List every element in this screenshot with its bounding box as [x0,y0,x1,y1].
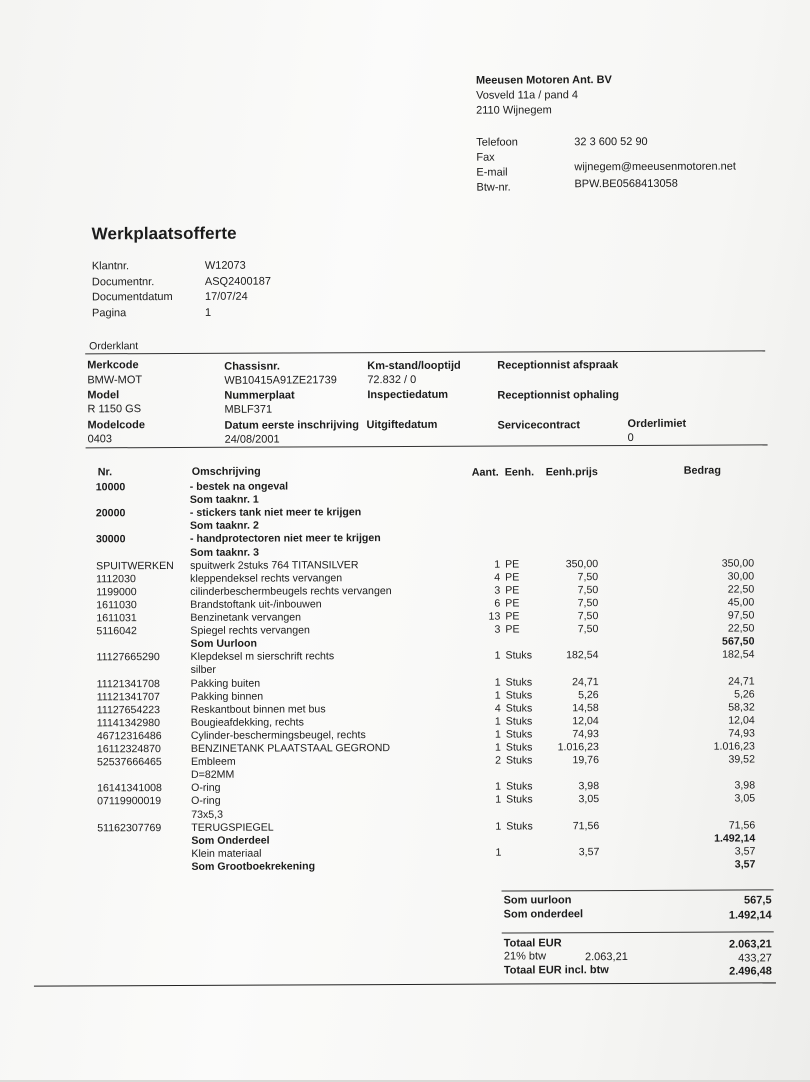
company-address-line2: 2110 Wijnegem [476,103,612,119]
item-unit: PE [505,610,519,623]
som-uurloon-value: 567,5 [682,894,772,906]
item-nr: 46712316486 [97,730,162,743]
contact-value: 32 3 600 52 90 [574,135,647,150]
item-unit: PE [505,558,519,571]
item-amount: 3,57 [665,845,755,858]
item-quantity: 4 [470,571,500,584]
item-description: Cylinder-beschermingsbeugel, rechts [191,729,366,743]
item-amount: 1.016,23 [665,740,755,753]
item-unit: Stuks [505,650,532,663]
company-name: Meeusen Motoren Ant. BV [476,73,612,89]
item-unit: PE [505,571,519,584]
som-uurloon-label: Som uurloon [504,894,572,906]
contact-label: E-mail [476,166,507,181]
item-description: - stickers tank niet meer te krijgen [190,506,361,520]
chassis-value: WB10415A91ZE21739 [224,374,337,386]
orderlimiet-label: Orderlimiet [627,418,686,430]
item-quantity: 1 [471,689,501,702]
item-unit-price: 7,50 [530,610,598,623]
item-amount: 3,98 [665,780,755,793]
item-description: Klein materiaal [191,847,261,860]
item-description: Spiegel rechts vervangen [190,624,310,638]
item-amount: 30,00 [664,570,754,583]
item-unit-price: 1.016,23 [531,741,599,754]
item-quantity: 1 [471,715,501,728]
company-address-line1: Vosveld 11a / pand 4 [476,88,612,104]
item-quantity: 1 [471,794,501,807]
receptionnist-ophaling-label: Receptionnist ophaling [497,389,619,402]
item-description: TERUGSPIEGEL [191,821,273,834]
item-amount: 58,32 [665,701,755,714]
totaal-incl-value: 2.496,48 [682,965,772,977]
inspectiedatum-label: Inspectiedatum [367,389,448,401]
item-unit-price: 3,98 [531,780,599,793]
meta-value: 1 [205,305,211,321]
item-unit: Stuks [506,676,533,689]
totaal-eur-value: 2.063,21 [682,938,772,950]
item-description: O-ring [191,795,220,808]
uitgiftedatum-label: Uitgiftedatum [366,419,437,431]
merkcode-value: BMW-MOT [87,374,142,386]
item-amount: 74,93 [665,727,755,740]
item-description: Reskantbout binnen met bus [191,703,326,717]
item-description: Bougieafdekking, rechts [191,716,304,729]
item-description: - handprotectoren niet meer te krijgen [190,532,381,546]
item-unit: Stuks [506,820,533,833]
item-nr: 07119900019 [97,795,161,808]
item-amount: 1.492,14 [665,832,755,845]
item-amount: 12,04 [665,714,755,727]
item-unit: PE [505,584,519,597]
item-amount: 97,50 [664,609,754,622]
divider [85,350,765,354]
receptionnist-afspraak-label: Receptionnist afspraak [497,359,618,372]
meta-value: W12073 [205,259,246,275]
company-block [476,73,612,119]
item-amount: 24,71 [665,675,755,688]
meta-label: Pagina [92,306,126,322]
item-quantity: 2 [471,755,501,768]
merkcode-label: Merkcode [87,359,138,371]
item-unit-price: 14,58 [531,702,599,715]
item-description: D=82MM [191,769,234,782]
item-unit-price: 19,76 [531,754,599,767]
item-unit-price: 7,50 [530,623,598,636]
item-quantity: 1 [470,650,500,663]
item-description: Pakking buiten [191,677,261,690]
eerste-inschrijving-label: Datum eerste inschrijving [224,419,359,432]
model-value: R 1150 GS [87,403,141,415]
contact-label: Telefoon [476,135,518,150]
item-nr: 5116042 [96,625,137,638]
item-description: Som taaknr. 1 [190,494,259,507]
item-nr: 1199000 [96,586,137,599]
item-unit: PE [505,624,519,637]
item-nr: 11141342980 [97,717,160,730]
item-quantity: 1 [471,781,501,794]
contact-label: Fax [476,151,494,166]
item-amount: 350,00 [664,557,754,570]
item-description: spuitwerk 2stuks 764 TITANSILVER [190,559,358,573]
item-nr: 16112324870 [97,743,161,756]
item-amount: 39,52 [665,754,755,767]
item-quantity: 1 [471,728,501,741]
item-nr: 11127665290 [96,651,159,664]
item-unit-price: 7,50 [530,571,598,584]
item-quantity: 6 [470,597,500,610]
km-value: 72.832 / 0 [367,374,416,386]
item-quantity: 1 [471,846,501,859]
item-nr: 11127654223 [97,704,160,717]
item-description: silber [191,664,216,677]
item-unit: Stuks [506,702,533,715]
item-description: Benzinetank vervangen [190,611,301,624]
totaal-eur-label: Totaal EUR [504,937,562,949]
item-description: BENZINETANK PLAATSTAAL GEGROND [191,742,390,756]
contact-value: wijnegem@meeusenmotoren.net [574,160,736,176]
contact-label: Btw-nr. [476,181,510,196]
modelcode-label: Modelcode [87,419,145,431]
model-label: Model [87,389,119,401]
item-amount: 182,54 [664,649,754,662]
item-amount: 3,05 [665,793,755,806]
item-description: cilinderbeschermbeugels rechts vervangen [190,585,391,599]
item-unit: Stuks [506,755,533,768]
bottom-rule [34,982,776,986]
item-unit-price: 71,56 [531,820,599,833]
item-unit-price: 3,05 [531,794,599,807]
item-nr: SPUITWERKEN [96,560,174,573]
item-amount: 45,00 [664,596,754,609]
servicecontract-label: Servicecontract [497,419,580,431]
item-description: O-ring [191,782,220,795]
modelcode-value: 0403 [88,433,113,445]
btw-label: 21% btw [504,950,546,962]
item-unit-price: 350,00 [530,558,598,571]
item-description: Pakking binnen [191,690,264,703]
item-nr: 30000 [96,534,126,547]
btw-value: 433,27 [682,952,772,964]
item-description: Som Uurloon [190,638,257,651]
item-unit: Stuks [506,728,533,741]
item-unit: Stuks [506,781,533,794]
item-quantity: 1 [471,820,501,833]
item-unit-price: 5,26 [531,689,599,702]
meta-value: ASQ2400187 [205,274,271,290]
km-label: Km-stand/looptijd [367,360,461,372]
meta-label: Documentnr. [92,275,154,291]
contact-value: BPW.BE0568413058 [574,177,677,192]
item-nr: 1611030 [96,599,137,612]
som-onderdeel-label: Som onderdeel [504,908,584,920]
item-amount: 22,50 [664,583,754,596]
item-description: kleppendeksel rechts vervangen [190,572,342,586]
orderklant-label: Orderklant [89,340,138,352]
item-description: - bestek na ongeval [190,480,288,493]
item-unit-price: 74,93 [531,728,599,741]
item-nr: 16141341008 [97,782,162,795]
item-quantity: 3 [470,624,500,637]
orderlimiet-value: 0 [628,432,634,444]
eerste-inschrijving-value: 24/08/2001 [225,434,280,446]
meta-label: Documentdatum [92,290,173,306]
item-description: Brandstoftank uit-/inbouwen [190,598,321,612]
item-unit: Stuks [506,715,533,728]
table-header [0,0,808,2]
item-quantity: 3 [470,584,500,597]
item-quantity: 1 [471,742,501,755]
item-nr: 1611031 [96,612,137,625]
item-description: Som Grootboekrekening [191,860,315,874]
item-amount: 567,50 [664,636,754,649]
nummerplaat-value: MBLF371 [224,404,272,416]
item-nr: 11121341708 [97,678,160,691]
item-amount: 22,50 [664,623,754,636]
btw-base: 2.063,21 [548,951,628,963]
totaal-incl-label: Totaal EUR incl. btw [504,964,609,976]
item-unit-price: 182,54 [530,649,598,662]
item-description: Som taaknr. 3 [190,546,259,559]
item-amount: 71,56 [665,819,755,832]
item-description: Som Onderdeel [191,834,269,847]
divider [502,889,774,891]
item-amount: 5,26 [665,688,755,701]
item-nr: 52537666465 [97,756,162,769]
item-quantity: 13 [470,611,500,624]
col-aant: Aant. [472,467,499,479]
item-unit: Stuks [506,689,533,702]
item-unit-price: 7,50 [530,584,598,597]
col-eenh: Eenh. [505,466,534,478]
divider [86,444,768,448]
item-unit: Stuks [506,741,533,754]
item-quantity: 1 [470,558,500,571]
chassis-label: Chassisnr. [224,361,280,373]
item-nr: 10000 [96,481,126,494]
item-unit-price: 7,50 [530,597,598,610]
som-onderdeel-value: 1.492,14 [682,909,772,921]
item-description: Embleem [191,756,236,769]
meta-value: 17/07/24 [205,290,248,306]
item-unit-price: 12,04 [531,715,599,728]
col-nr: Nr. [98,466,112,478]
item-nr: 11121341707 [97,691,160,704]
nummerplaat-label: Nummerplaat [224,389,294,401]
item-quantity: 1 [471,676,501,689]
item-nr: 51162307769 [97,822,161,835]
vehicle-block [0,0,808,2]
col-eenhprijs: Eenh.prijs [546,466,598,478]
item-unit: Stuks [506,794,533,807]
item-nr: 1112030 [96,573,136,586]
item-quantity: 4 [471,702,501,715]
page-title: Werkplaatsofferte [92,224,237,245]
meta-label: Klantnr. [92,259,129,275]
item-description: Klepdeksel m sierschrift rechts [190,651,334,665]
item-unit-price: 3,57 [531,846,599,859]
item-nr: 20000 [96,507,126,520]
col-omschrijving: Omschrijving [192,466,261,478]
item-amount: 3,57 [665,858,755,871]
item-description: 73x5,3 [191,808,223,821]
item-description: Som taaknr. 2 [190,520,259,533]
item-unit: PE [505,597,519,610]
divider [502,931,774,933]
col-bedrag: Bedrag [684,465,721,477]
item-unit-price: 24,71 [531,676,599,689]
